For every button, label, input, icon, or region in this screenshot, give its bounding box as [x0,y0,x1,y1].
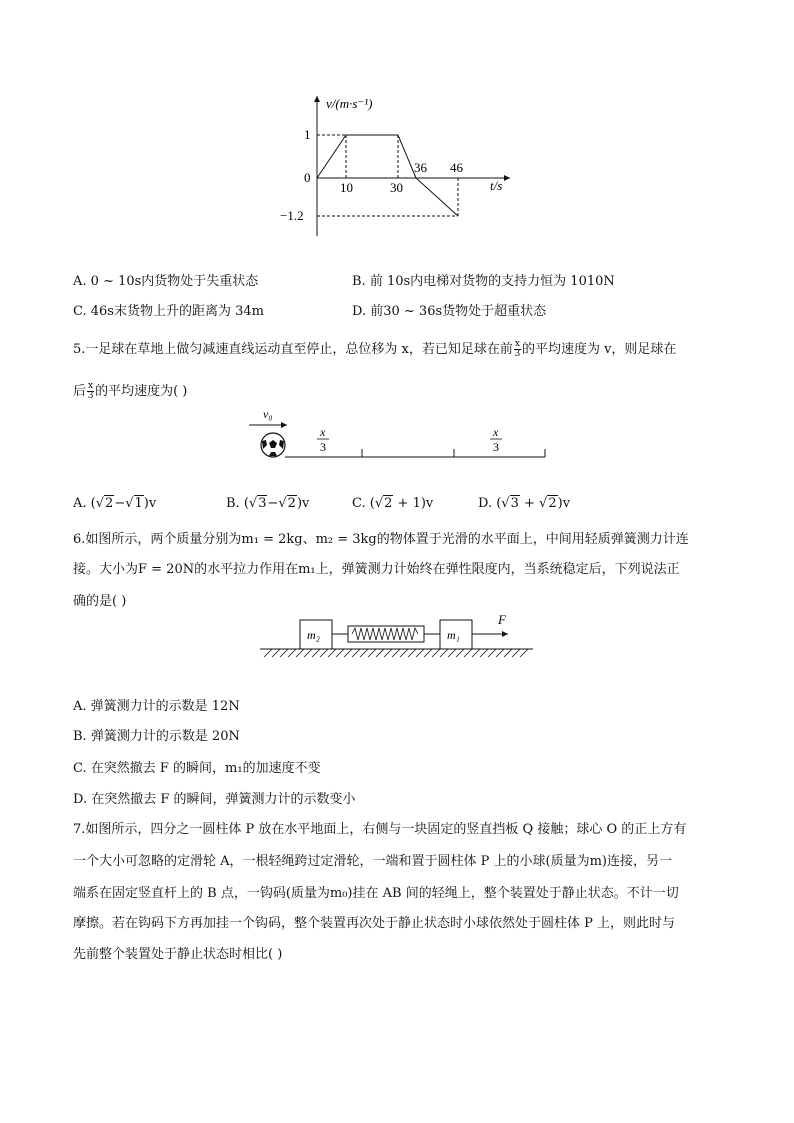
q6-option-d[interactable]: D. 在突然撤去 F 的瞬间，弹簧测力计的示数变小 [73,792,356,807]
opt-text: + [519,496,540,511]
q7-stem-line5: 先前整个装置处于静止状态时相比( ) [73,947,283,962]
block-m1-label: m₁ [447,628,460,642]
frac-den: 3 [87,391,94,401]
football-figure [245,405,550,463]
q5-stem-line1 [73,338,676,359]
seg2-num: x [493,425,499,439]
opt-text: A. ( [73,496,96,511]
frac-den: 3 [514,349,521,359]
radicand: 2 [548,496,557,511]
opt-text: − [267,496,279,511]
opt-text: C. ( [352,496,375,511]
x-axis-label: t/s [490,178,503,193]
q6-option-a[interactable]: A. 弹簧测力计的示数是 12N [73,699,240,714]
velocity-curve [317,135,458,216]
spring-scale-figure [258,612,538,662]
tick-y0: 0 [304,170,311,185]
q7-stem-line2: 一个大小可忽略的定滑轮 A，一根轻绳跨过定滑轮，一端和置于圆柱体 P 上的小球(质量为m)连接，另一 [73,854,673,869]
tick-yneg: −1.2 [280,208,304,223]
opt-text: B. ( [226,496,249,511]
q5-stem-line2 [73,380,187,401]
tick-y1: 1 [304,127,311,142]
q7-stem-line4: 摩擦。若在钩码下方再加挂一个钩码，整个装置再次处于静止状态时小球依然处于圆柱体 P 上，则此时与 [73,916,676,931]
fraction-x-over-3 [514,340,521,359]
tick-10: 10 [340,180,353,195]
q5-option-c[interactable]: C. (√2 + 1)v [352,496,434,511]
opt-text: )v [557,496,571,511]
force-label: F [498,612,506,627]
seg2-den: 3 [493,440,499,454]
tick-36: 36 [414,160,427,175]
opt-text: − [114,496,126,511]
q4-option-a[interactable]: A. 0 ~ 10s内货物处于失重状态 [73,274,259,289]
q5-text-d: 的平均速度为( ) [95,384,188,399]
opt-text: + 1)v [393,496,434,511]
seg1-num: x [320,425,326,439]
opt-text: )v [143,496,157,511]
q5-option-b[interactable]: B. (√3−√2)v [226,496,310,511]
q7-stem-line1: 7.如图所示，四分之一圆柱体 P 放在水平地面上，右侧与一块固定的竖直挡板 Q 接触；球心 O 的正上方有 [73,822,687,837]
tick-30: 30 [390,180,403,195]
floor-hatching [264,649,528,657]
q5-text-b: 的平均速度为 v，则足球在 [521,342,677,357]
frac-num: x [88,381,94,391]
velocity-time-graph [270,88,530,243]
opt-text: D. ( [478,496,502,511]
q5-option-a[interactable]: A. (√2−√1)v [73,496,157,511]
q6-stem-line3: 确的是( ) [73,594,127,609]
opt-text: )v [296,496,310,511]
block-m2-label: m₂ [307,628,320,642]
q5-option-d[interactable]: D. (√3 + √2)v [478,496,571,511]
q4-option-b[interactable]: B. 前 10s内电梯对货物的支持力恒为 1010N [352,274,615,289]
q7-stem-line3: 端系在固定竖直杆上的 B 点，一钩码(质量为m₀)挂在 AB 间的轻绳上，整个装置处于静止状态。不计一切 [73,886,679,901]
football-icon [261,433,285,457]
q4-option-c[interactable]: C. 46s末货物上升的距离为 34m [73,304,264,319]
tick-46: 46 [450,160,463,175]
radicand: 2 [287,496,296,511]
q6-stem-line2: 接。大小为F = 20N的水平拉力作用在m₁上，弹簧测力计始终在弹性限度内，当系统稳定后，下列说法正 [73,562,680,577]
frac-num: x [514,339,520,349]
q4-option-d[interactable]: D. 前30 ~ 36s货物处于超重状态 [352,304,547,319]
q6-stem-line1: 6.如图所示，两个质量分别为m₁ = 2kg、m₂ = 3kg的物体置于光滑的水平面上，中间用轻质弹簧测力计连 [73,532,689,547]
q6-option-b[interactable]: B. 弹簧测力计的示数是 20N [73,729,240,744]
fraction-x-over-3 [87,382,94,401]
radicand: 3 [258,496,267,511]
radicand: 1 [134,496,143,511]
radicand: 3 [510,496,519,511]
q5-text-c: 后 [73,384,87,399]
seg1-den: 3 [320,440,326,454]
radicand: 2 [105,496,114,511]
q6-option-c[interactable]: C. 在突然撤去 F 的瞬间，m₁的加速度不变 [73,761,321,776]
radicand: 2 [384,496,393,511]
v0-label: v₀ [263,407,273,421]
q5-text-a: 5.一足球在草地上做匀减速直线运动直至停止，总位移为 x，若已知足球在前 [73,342,513,357]
y-axis-label: v/(m·s⁻¹) [326,96,373,111]
